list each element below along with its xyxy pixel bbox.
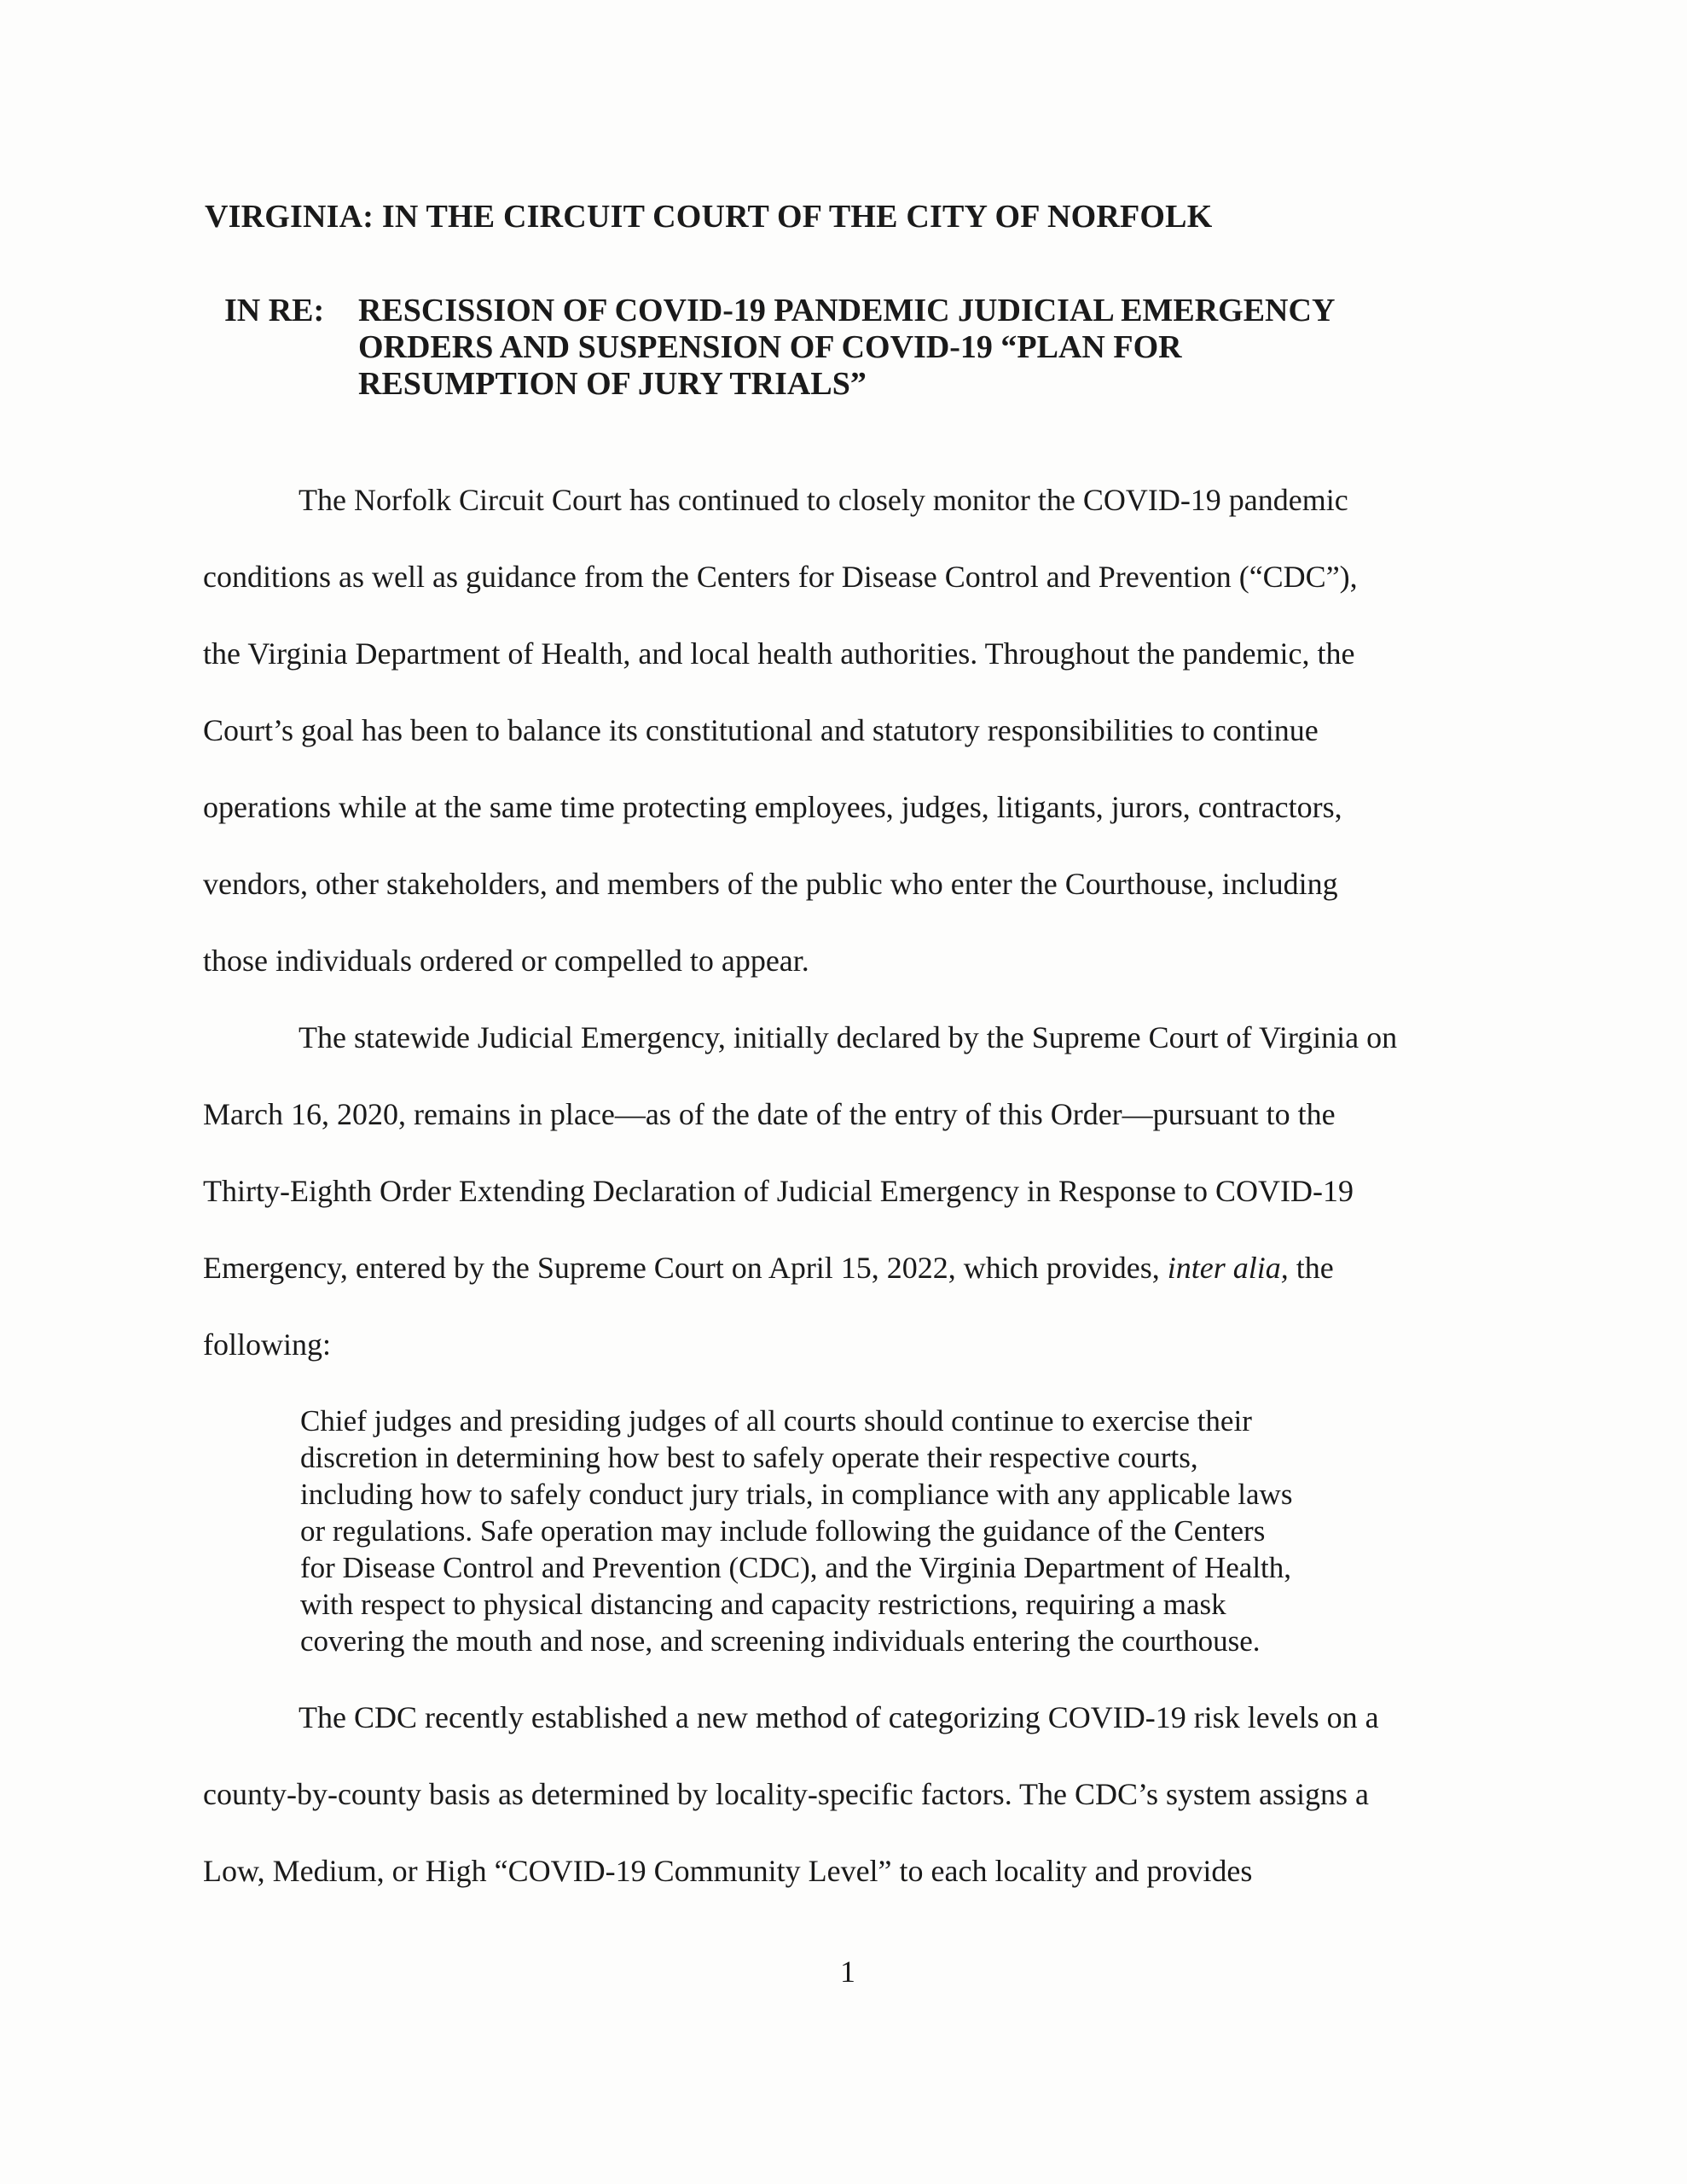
paragraph-line: operations while at the same time protecting employees, judges, litigants, jurors, contractors, xyxy=(203,790,1342,824)
paragraph-line: Thirty-Eighth Order Extending Declaration of Judicial Emergency in Response to COVID-19 xyxy=(203,1174,1354,1208)
paragraph-line: following: xyxy=(203,1327,331,1362)
paragraph-line: The CDC recently established a new method of categorizing COVID-19 risk levels on a xyxy=(299,1700,1379,1734)
text-run: Emergency, entered by the Supreme Court on April 15, 2022, which provides, xyxy=(203,1251,1168,1285)
caption-line: RESUMPTION OF JURY TRIALS” xyxy=(358,366,867,402)
paragraph-line: Low, Medium, or High “COVID-19 Community Level” to each locality and provides xyxy=(203,1854,1253,1888)
caption-line: RESCISSION OF COVID-19 PANDEMIC JUDICIAL EMERGENCY xyxy=(358,293,1336,328)
block-quote-line: discretion in determining how best to safely operate their respective courts, xyxy=(300,1441,1198,1474)
paragraph-line: The statewide Judicial Emergency, initially declared by the Supreme Court of Virginia on xyxy=(299,1020,1398,1054)
block-quote-line: or regulations. Safe operation may include following the guidance of the Centers xyxy=(300,1514,1266,1548)
paragraph-line: the Virginia Department of Health, and local health authorities. Throughout the pandemic, the xyxy=(203,636,1355,671)
caption-line: ORDERS AND SUSPENSION OF COVID-19 “PLAN FOR xyxy=(358,329,1182,365)
block-quote-line: including how to safely conduct jury trials, in compliance with any applicable laws xyxy=(300,1478,1293,1511)
block-quote-line: covering the mouth and nose, and screening individuals entering the courthouse. xyxy=(300,1624,1261,1658)
paragraph-line: vendors, other stakeholders, and members of the public who enter the Courthouse, including xyxy=(203,867,1338,901)
paragraph-line: those individuals ordered or compelled to appear. xyxy=(203,944,809,978)
paragraph-line: Court’s goal has been to balance its constitutional and statutory responsibilities to continue xyxy=(203,713,1319,747)
paragraph-line xyxy=(203,1250,1334,1286)
paragraph-line: conditions as well as guidance from the Centers for Disease Control and Prevention (“CDC”), xyxy=(203,560,1358,594)
paragraph-line: county-by-county basis as determined by locality-specific factors. The CDC’s system assigns a xyxy=(203,1777,1370,1811)
block-quote-line: for Disease Control and Prevention (CDC), and the Virginia Department of Health, xyxy=(300,1551,1292,1584)
italic-term: inter alia, xyxy=(1167,1251,1289,1285)
paragraph-line: The Norfolk Circuit Court has continued to closely monitor the COVID-19 pandemic xyxy=(299,483,1348,517)
paragraph-line: March 16, 2020, remains in place—as of the date of the entry of this Order—pursuant to the xyxy=(203,1097,1336,1131)
text-run: the xyxy=(1288,1251,1334,1285)
page-number: 1 xyxy=(840,1955,855,1989)
court-heading: VIRGINIA: IN THE CIRCUIT COURT OF THE CITY OF NORFOLK xyxy=(205,199,1213,235)
block-quote-line: Chief judges and presiding judges of all courts should continue to exercise their xyxy=(300,1404,1252,1438)
caption-prefix: IN RE: xyxy=(224,293,325,328)
caption-title xyxy=(358,293,1335,403)
block-quote-line: with respect to physical distancing and capacity restrictions, requiring a mask xyxy=(300,1588,1226,1621)
